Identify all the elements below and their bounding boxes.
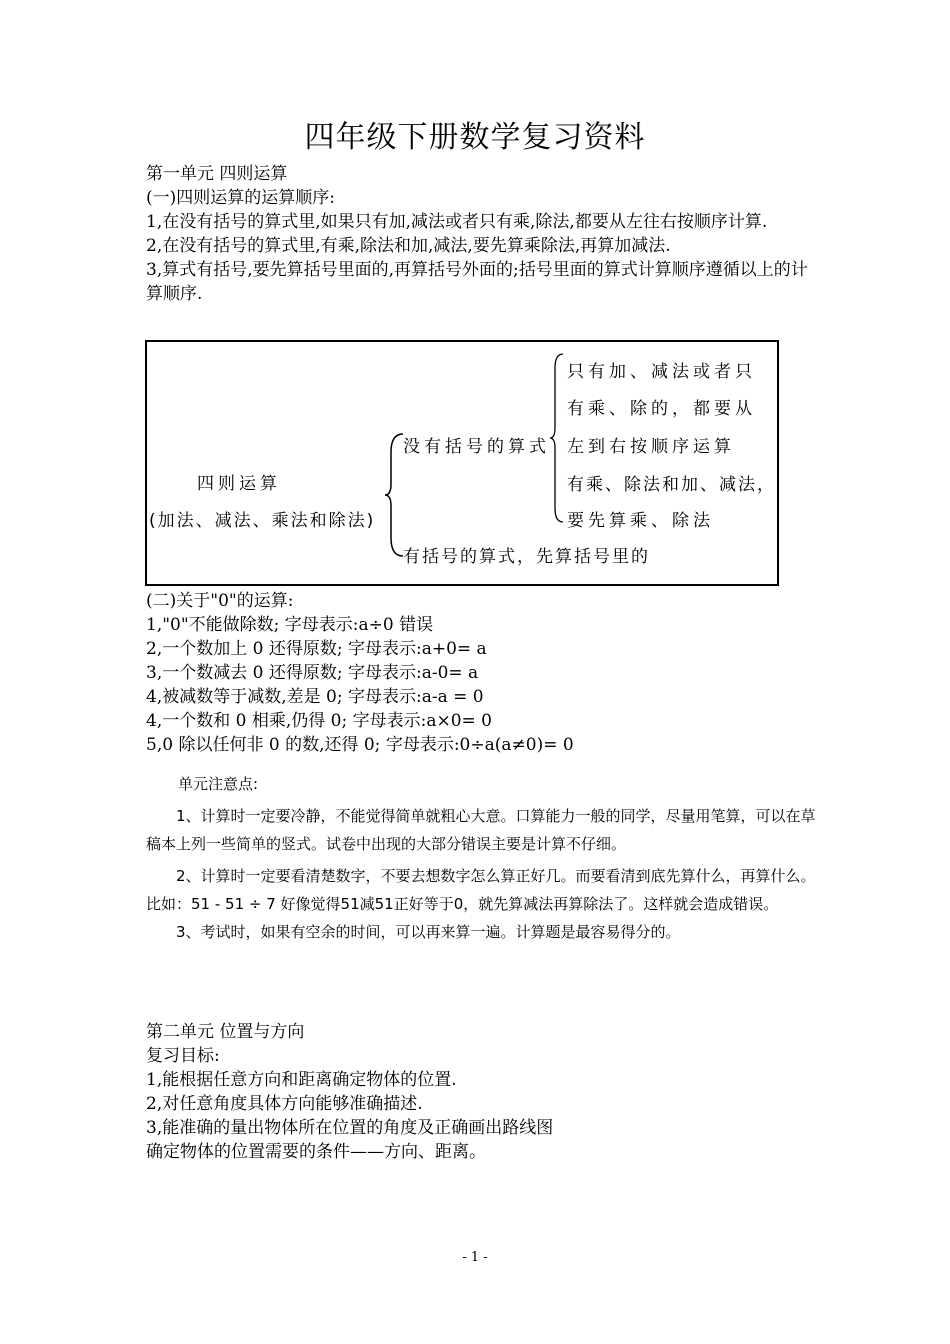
goal-1: 1,能根据任意方向和距离确定物体的位置. xyxy=(146,1070,457,1090)
rule-3: 3,算式有括号,要先算括号里面的,再算括号外面的;括号里面的算式计算顺序遵循以上的计算顺序. xyxy=(146,260,808,304)
sub-brace-icon xyxy=(549,352,565,524)
unit1-text xyxy=(146,162,816,306)
goal-2: 2,对任意角度具体方向能够准确描述. xyxy=(146,1094,423,1114)
zero-rule-2: 2,一个数加上 0 还得原数; 字母表示:a+0= a xyxy=(146,639,487,659)
unit2-text xyxy=(146,1020,816,1164)
position-conclusion: 确定物体的位置需要的条件——方向、距离。 xyxy=(146,1142,486,1162)
diagram-branch-no-paren: 没有括号的算式 xyxy=(403,437,550,457)
diagram-branch-paren: 有括号的算式，先算括号里的 xyxy=(403,547,650,567)
zero-rule-4: 4,被减数等于减数,差是 0; 字母表示:a-a = 0 xyxy=(146,687,484,707)
rule-2: 2,在没有括号的算式里,有乘,除法和加,减法,要先算乘除法,再算加减法. xyxy=(146,236,671,256)
leaf-line-4: 有乘、除法和加、减法， xyxy=(567,475,776,495)
goals-heading: 复习目标: xyxy=(146,1046,220,1066)
zero-rule-6: 5,0 除以任何非 0 的数,还得 0; 字母表示:0÷a(a≠0)= 0 xyxy=(146,735,574,755)
page-number: - 1 - xyxy=(462,1250,488,1265)
diagram-root-subtitle: (加法、减法、乘法和除法) xyxy=(149,511,376,531)
zero-rule-1: 1,"0"不能做除数; 字母表示:a÷0 错误 xyxy=(146,615,434,635)
operations-diagram xyxy=(145,340,779,586)
note-1: 1、计算时一定要冷静，不能觉得简单就粗心大意。口算能力一般的同学，尽量用笔算，可以在草稿本上列一些简单的竖式。试卷中出现的大部分错误主要是计算不仔细。 xyxy=(146,807,816,853)
note-2: 2、计算时一定要看清楚数字，不要去想数字怎么算正好几。而要看清到底先算什么，再算什么。比如：51 - 51 ÷ 7 好像觉得51减51正好等于0，就先算减法再算除法了。这样就会造成错误。 xyxy=(146,867,816,913)
order-subheading: (一)四则运算的运算顺序: xyxy=(146,188,335,208)
notes-heading: 单元注意点: xyxy=(178,775,259,793)
zero-rules xyxy=(146,589,816,757)
unit1-heading: 第一单元 四则运算 xyxy=(146,164,288,184)
zero-subheading: (二)关于"0"的运算: xyxy=(146,591,294,611)
diagram-root-title: 四则运算 xyxy=(197,474,281,494)
leaf-line-3: 左到右按顺序运算 xyxy=(567,437,735,457)
leaf-line-1: 只有加、减法或者只 xyxy=(567,362,756,382)
zero-rule-5: 4,一个数和 0 相乘,仍得 0; 字母表示:a×0= 0 xyxy=(146,711,492,731)
zero-rule-3: 3,一个数减去 0 还得原数; 字母表示:a-0= a xyxy=(146,663,479,683)
note-3: 3、考试时，如果有空余的时间，可以再来算一遍。计算题是最容易得分的。 xyxy=(176,923,681,941)
leaf-line-5: 要先算乘、除法 xyxy=(567,511,714,531)
goal-3: 3,能准确的量出物体所在位置的角度及正确画出路线图 xyxy=(146,1118,554,1138)
leaf-line-2: 有乘、除的，都要从 xyxy=(567,399,756,419)
rule-1: 1,在没有括号的算式里,如果只有加,减法或者只有乘,除法,都要从左往右按顺序计算. xyxy=(146,212,768,232)
unit2-heading: 第二单元 位置与方向 xyxy=(146,1022,305,1042)
unit-notes xyxy=(146,770,816,946)
page-title: 四年级下册数学复习资料 xyxy=(304,120,646,155)
